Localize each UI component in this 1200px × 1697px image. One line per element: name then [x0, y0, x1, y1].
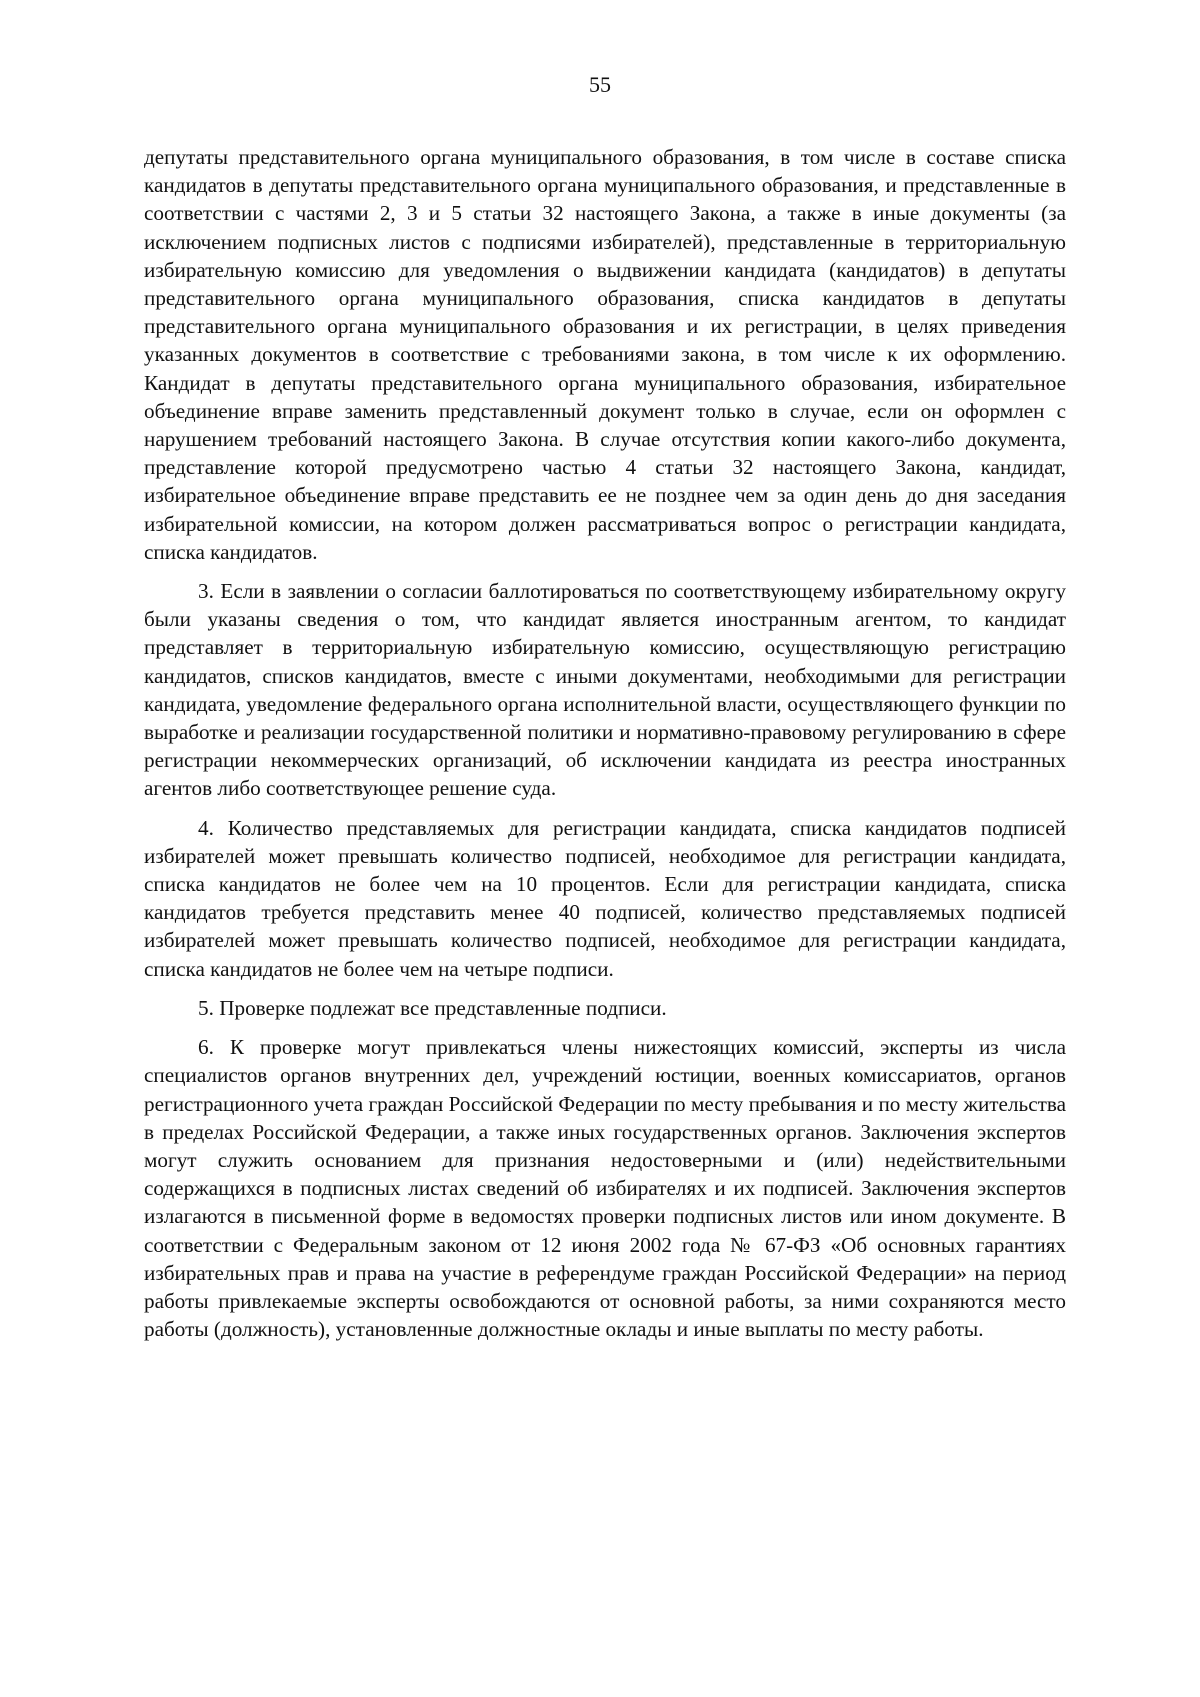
- paragraph-item-3: 3. Если в заявлении о согласии баллотироваться по соответствующему избирательному округу были указаны сведения о том, что кандидат является иностранным агентом, то кандидат представляет в территориальную избирательную комиссию, осуществляющую регистрацию кандидатов, списков кандидатов, вместе с иными документами, необходимыми для регистрации кандидата, уведомление федерального органа исполнительной власти, осуществляющего функции по выработке и реализации государственной политики и нормативно-правовому регулированию в сфере регистрации некоммерческих организаций, об исключении кандидата из реестра иностранных агентов либо соответствующее решение суда.: [144, 579, 1066, 801]
- paragraph-item-5: 5. Проверке подлежат все представленные подписи.: [198, 995, 667, 1020]
- page-number: 55: [589, 72, 611, 97]
- paragraph-continuation: депутаты представительного органа муниципального образования, в том числе в составе списка кандидатов в депутаты представительного органа муниципального образования, и представленные в соответствии с частями 2, 3 и 5 статьи 32 настоящего Закона, а также в иные документы (за исключением подписных листов с подписями избирателей), представленные в территориальную избирательную комиссию для уведомления о выдвижении кандидата (кандидатов) в депутаты представительного органа муниципального образования, списка кандидатов в депутаты представительного органа муниципального образования и их регистрации, в целях приведения указанных документов в соответствие с требованиями закона, в том числе к их оформлению. Кандидат в депутаты представительного органа муниципального образования, избирательное объединение вправе заменить представленный документ только в случае, если он оформлен с нарушением требований настоящего Закона. В случае отсутствия копии какого-либо документа, представление которой предусмотрено частью 4 статьи 32 настоящего Закона, кандидат, избирательное объединение вправе представить ее не позднее чем за один день до дня заседания избирательной комиссии, на котором должен рассматриваться вопрос о регистрации кандидата, списка кандидатов.: [144, 145, 1066, 564]
- paragraph-item-4: 4. Количество представляемых для регистрации кандидата, списка кандидатов подписей избирателей может превышать количество подписей, необходимое для регистрации кандидата, списка кандидатов не более чем на 10 процентов. Если для регистрации кандидата, списка кандидатов требуется представить менее 40 подписей, количество представляемых подписей избирателей может превышать количество подписей, необходимое для регистрации кандидата, списка кандидатов не более чем на четыре подписи.: [144, 815, 1066, 981]
- document-body: [144, 143, 1066, 1354]
- paragraph-item-6: 6. К проверке могут привлекаться члены нижестоящих комиссий, эксперты из числа специалистов органов внутренних дел, учреждений юстиции, военных комиссариатов, органов регистрационного учета граждан Российской Федерации по месту пребывания и по месту жительства в пределах Российской Федерации, а также иных государственных органов. Заключения экспертов могут служить основанием для признания недостоверными и (или) недействительными содержащихся в подписных листах сведений об избирателях и их подписей. Заключения экспертов излагаются в письменной форме в ведомостях проверки подписных листов или ином документе. В соответствии с Федеральным законом от 12 июня 2002 года № 67-ФЗ «Об основных гарантиях избирательных прав и права на участие в референдуме граждан Российской Федерации» на период работы привлекаемые эксперты освобождаются от основной работы, за ними сохраняются место работы (должность), установленные должностные оклады и иные выплаты по месту работы.: [144, 1035, 1066, 1342]
